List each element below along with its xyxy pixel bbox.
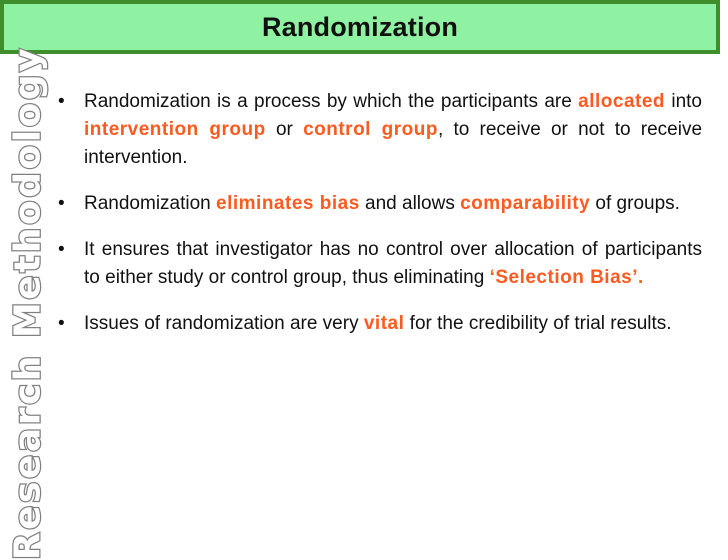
bullet-marker: • bbox=[58, 193, 65, 214]
text-segment: into bbox=[665, 91, 702, 112]
text-segment: of groups. bbox=[590, 193, 680, 214]
text-segment: or bbox=[265, 119, 304, 140]
highlight-allocated: allocated bbox=[578, 91, 666, 112]
bullet-item-randomization-definition bbox=[58, 88, 702, 172]
bullet-text bbox=[84, 190, 702, 218]
highlight-vital: vital bbox=[363, 313, 405, 334]
bullet-item-eliminates-bias bbox=[58, 190, 702, 218]
highlight-selection-bias: ‘Selection Bias’. bbox=[489, 267, 644, 288]
text-segment: Randomization is a process by which the participants are bbox=[84, 91, 579, 112]
bullet-text bbox=[84, 310, 702, 338]
highlight-intervention-group: intervention group bbox=[84, 119, 266, 140]
text-segment: It ensures that investigator has no control over allocation of participants to either study or control group, thus eliminating bbox=[84, 239, 702, 288]
bullet-item-selection-bias bbox=[58, 236, 702, 292]
bullet-text bbox=[84, 236, 702, 292]
bullet-marker: • bbox=[58, 313, 65, 334]
text-segment: and allows bbox=[359, 193, 461, 214]
title-bar bbox=[0, 0, 720, 54]
bullet-item-vital bbox=[58, 310, 702, 338]
text-segment: for the credibility of trial results. bbox=[404, 313, 672, 334]
highlight-comparability: comparability bbox=[460, 193, 591, 214]
slide-title: Randomization bbox=[261, 11, 459, 42]
bullet-marker: • bbox=[58, 239, 65, 260]
side-label: Research Methodology bbox=[7, 45, 49, 560]
bullet-text bbox=[84, 88, 702, 172]
highlight-eliminates-bias: eliminates bias bbox=[216, 193, 360, 214]
text-segment: , to receive or not to receive intervention. bbox=[84, 119, 703, 168]
bullet-marker: • bbox=[58, 91, 65, 112]
text-segment: Randomization bbox=[84, 193, 217, 214]
highlight-control-group: control group bbox=[303, 119, 438, 140]
bullet-list bbox=[58, 88, 702, 356]
text-segment: Issues of randomization are very bbox=[84, 313, 364, 334]
